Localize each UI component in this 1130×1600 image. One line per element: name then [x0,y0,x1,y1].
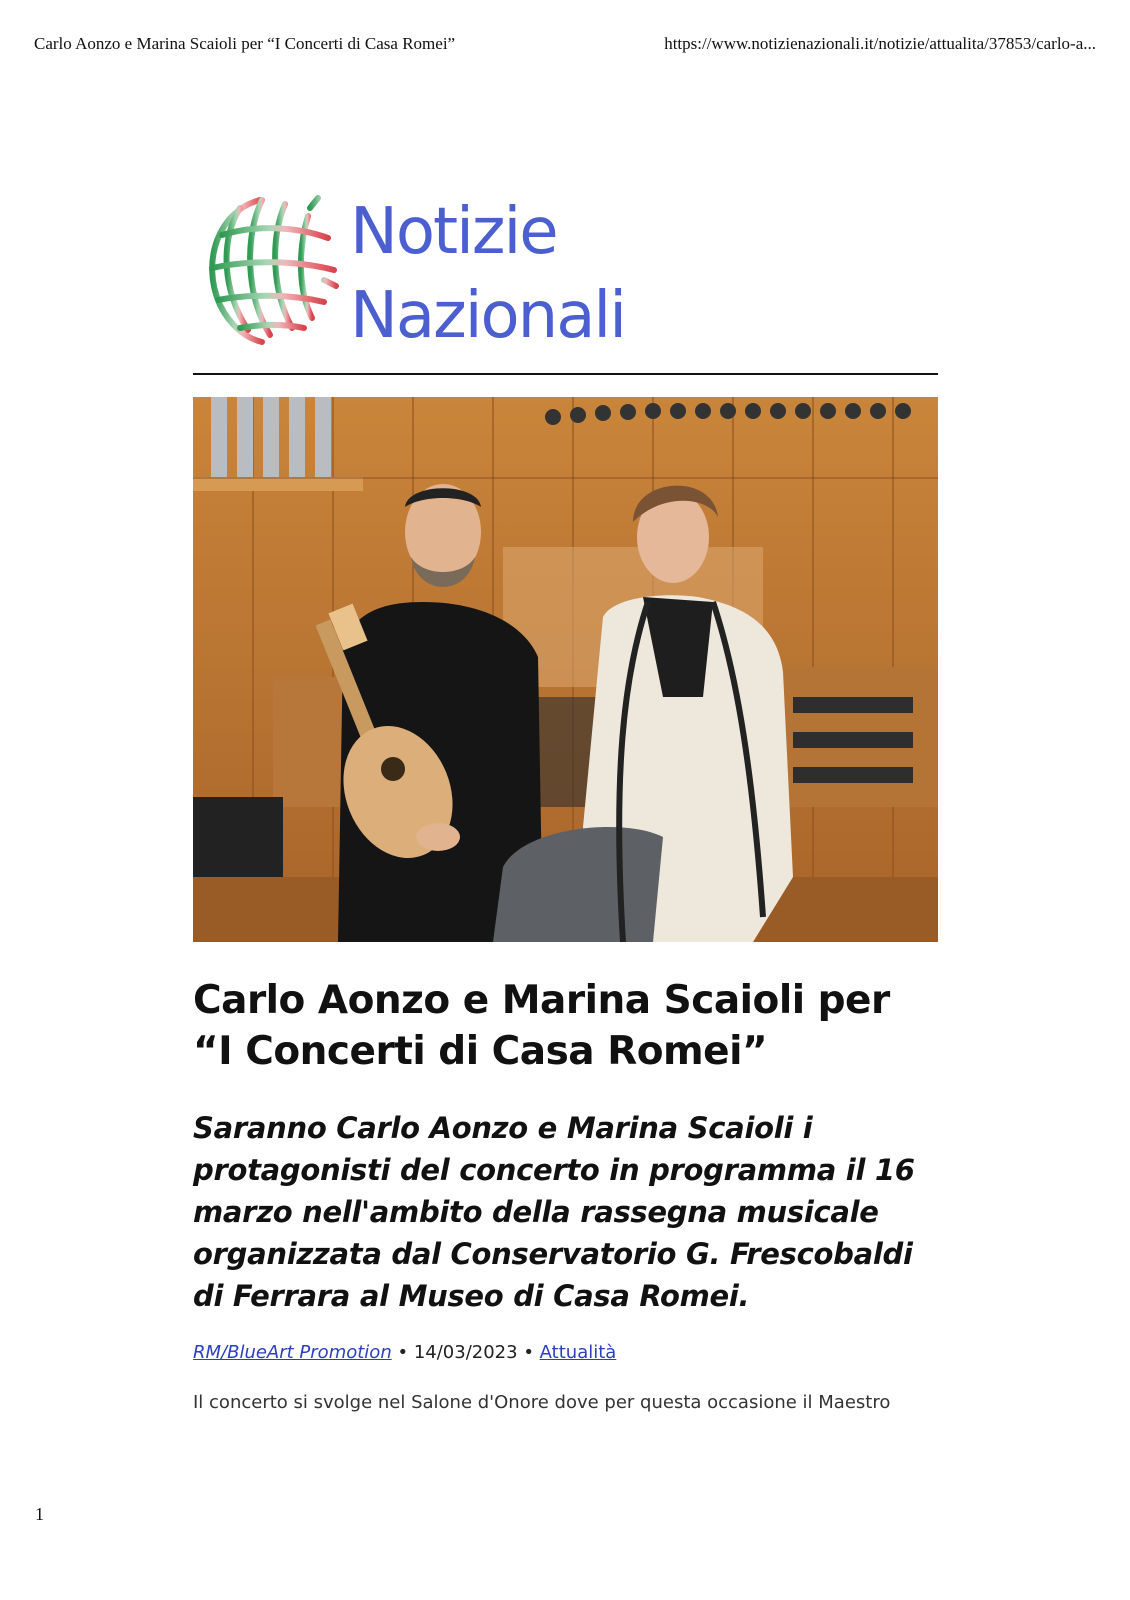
print-doc-title: Carlo Aonzo e Marina Scaioli per “I Concerti di Casa Romei” [34,34,456,53]
page-number: 1 [35,1504,44,1524]
hero-image [193,397,938,942]
logo-line-2: Nazionali [350,279,625,353]
globe-icon [200,190,340,350]
category-link[interactable]: Attualità [539,1342,617,1363]
meta-separator: • [397,1342,409,1363]
author-link[interactable]: RM/BlueArt Promotion [193,1342,392,1363]
print-header [34,34,1096,58]
article-subtitle: Saranno Carlo Aonzo e Marina Scaioli i protagonisti del concerto in programma il 16 marzo nell'ambito della rassegna musicale organizzata dal Conservatorio G. Frescobaldi di Ferrara al Museo di Casa Romei. [193,1111,915,1313]
logo-wordmark [350,190,625,358]
site-logo[interactable] [200,190,660,353]
article-body: Il concerto si svolge nel Salone d'Onore dove per questa occasione il Maestro [193,1392,891,1413]
header-divider [193,373,938,375]
article-meta [193,1342,616,1363]
logo-line-1: Notizie [350,195,557,269]
photo-musicians-organ [193,397,938,942]
article-title: Carlo Aonzo e Marina Scaioli per “I Concerti di Casa Romei” [193,978,890,1074]
print-url: https://www.notizienazionali.it/notizie/attualita/37853/carlo-a... [664,34,1096,53]
meta-separator: • [523,1342,534,1363]
article-date: 14/03/2023 [413,1342,518,1363]
